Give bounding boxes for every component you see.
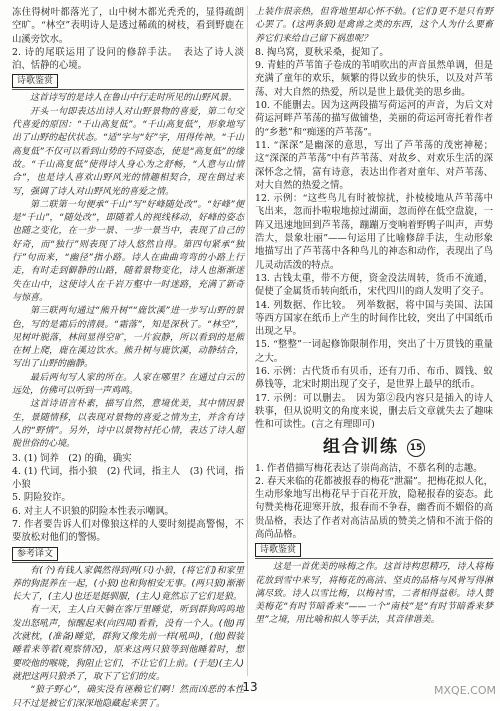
section-tag-row (12, 545, 244, 563)
commentary-paragraph: 最后两句写人家的所在。人家在哪里？在通过白云的远处，仿佛可以听到一声鸡鸣。 (12, 372, 244, 397)
section-number-badge: 15 (407, 439, 425, 457)
answer-paragraph: 3. (1) 饲养 (2) 的确，确实 (12, 452, 132, 464)
answer-paragraph: 9. 青蛙的芦苇笛子卷成的苇哨吹出的声音虽然单调，但是充满了童年的欢乐，频繁的得以致步的快乐，以及对芦苇荡、对大自然的热爱，所以是世上最优美的思乡曲。 (255, 60, 493, 98)
commentary-paragraph: 这首诗写的是诗人在鲁山中行走时所见的山野风景。 (30, 93, 238, 104)
answer-paragraph: 13. 古钱太重，带不方便，资金没法周转，货币不流通，促使了金属货币转向纸币，宋代四川的商人发明了交子。 (255, 272, 493, 298)
answer-paragraph: 17. 示例：可以删去。 因为第②段内容只是插入的诗人轶事，但从说明文的角度来说，删去后文章就失去了趣味性和可读性。(言之有理即可) (255, 392, 493, 431)
right-column (255, 6, 493, 628)
page-number: 13 (242, 680, 258, 694)
section-tag-row (255, 541, 493, 559)
answer-paragraph: 5. 阴险狡诈。 (12, 492, 71, 504)
commentary-paragraph: 有一天，主人白天躺在客厅里睡觉，听到群狗呜呜地发出怒吼声，惊醒起来(向四周)看看，没有一个人。(他)再次就枕，(准备)睡觉，群狗又像先前一样(吼叫)，(他)假装睡着来等着(观察情况)，原来这两只狼等到他睡着时，想要咬他的喉咙，狗阻止它们，不让它们上前。(于是)(主人)就把这两只狼杀了，取下了它们的皮。 (12, 605, 244, 682)
answer-paragraph: 2. 春天来临的花都被报春的梅花“泄漏”。把梅花拟人化，生动形象地写出梅花早于百花开放，隐秘报春的姿态。此句赞美梅花迎寒开放，报春而不争春，幽香而不媚俗的高贵品格，表达了作者对高洁品质的赞美之情和不流于俗的高尚品格。 (255, 475, 493, 540)
section-tag: 诗歌鉴赏 (255, 543, 301, 557)
section-tag: 诗歌鉴赏 (12, 74, 58, 88)
commentary-paragraph: 这是一首优美的咏梅之作。这首诗构思精巧，诗人将梅花放到雪中来写，将梅花的高洁、坚贞的品格与风骨写得淋漓尽致。诗人以雪比梅，以梅衬雪，二者相得益彰。诗人赞美梅花“有时节暗香来”——一个“南枝”是“有时节暗香来梦里”之境，用比喻和拟人等手法，其音律谐美。 (255, 562, 493, 626)
watermark: MXQE.COM (434, 683, 496, 697)
commentary-paragraph: 上装作很亲热，但背地里却心怀不轨。(它们)更不是只有野心罢了。(这两条狼)是禽兽之类的东西，这个人为什么要畜养它们来给自己留下祸患呢？ (255, 7, 493, 44)
answer-paragraph: 2. 诗的尾联运用了设问的修辞手法。 表达了诗人淡泊、恬静的心境。 (12, 46, 244, 72)
answer-paragraph: 12. 示例：“这些鸟儿有时被惊扰，扑棱棱地从芦苇荡中飞出来，忽而扑啦啦地掠过湖面，忽而停在低空盘旋，一阵又迅速地回到芦苇荡，蹦蹦万变响着野鸭子叫声，声势浩大，景象壮丽”——句运用了比喻修辞手法，生动形象地描写出了芦苇荡中各种鸟儿的神态和动作，表现出了鸟儿灵动活泼的特点。 (255, 193, 493, 271)
answer-paragraph: 冻住得树叶都落光了，山中树木都光秃秃的，显得疏朗空旷。“林空”表明诗人是透过稀疏的树枝，看到野鹿在山溪旁饮水。 (12, 7, 244, 45)
left-column (12, 6, 244, 711)
commentary-paragraph: 第三联两句通过“熊升树”“鹿饮溪”进一步写山野的景色，写的是霜后的清晨。“霜落”，知是深秋了。“林空”，见树叶脱落，林间显得空旷，一片寂静，所以看到的是熊在树上爬，鹿在溪边饮水。熊升树与鹿饮溪，动静结合，写出了山野的幽静。 (12, 306, 244, 370)
answer-paragraph: 15. “整整”一词起修饰限制作用，突出了十万贯钱的重量之大。 (255, 339, 493, 364)
answer-paragraph: 1. 作者借描写梅花表达了崇尚高洁，不慕名利的志趣。 (255, 462, 483, 474)
section-title: 组合训练 (323, 436, 400, 457)
commentary-paragraph: “狼子野心”，确实没有诬赖它们啊！然而凶恶的本性只不过是被它们深深地隐藏起来罢了。 (12, 685, 244, 709)
answer-paragraph: 4. (1) 代词，指小狼 (2) 代词，指主人 (3) 代词，指小狼 (12, 465, 244, 491)
commentary-paragraph: 开头一句即表达出诗人对山野景物的喜爱，第二句交代喜爱的原因：“千山高复低”。“千山高复低”，形象地写出了山野的起伏状态。“适”字与“好”字，用得传神。“千山高复低”不仅可以看到山势的不同姿态，使是“高复低”的缘故。“千山高复低”使得诗人身心为之舒畅，“人意与山情合”，也是诗人喜欢山野风光的情趣相契合，现在倒过来写，强调了诗人对山野风光的喜爱之情。 (12, 106, 244, 197)
answer-paragraph: 7. 作者要告诉人们对像狼这样的人要时刻提高警惕，不要放松对他们的警惕。 (12, 518, 244, 544)
section-tag: 参考译文 (12, 547, 58, 561)
right-column-bottom (255, 462, 493, 628)
commentary-paragraph: 第二联第一句便承“千山”写“好峰随处改”。“好峰”便是“千山”，“随处改”，即随着人的视线移动，好峰的姿态也随之变化，在一步一景、一步一景当中，表现了自己的好奇，而“独行”则表现了诗人悠然自得。第四句紧承“独行”句而来，“幽径”指小路。诗人在曲曲弯弯的小路上行走，有时走到僻静的山路，随着景物变化，诗人也渐渐迷失在山中，这使诗人在千岩万壑中一时迷路，充满了新奇与惊喜。 (12, 199, 244, 303)
answer-paragraph: 16. 示例：古代货币有贝币，还有刀币、布币、圆钱、蚁鼻钱等，北宋时期出现了交子，是世界上最早的纸币。 (255, 366, 493, 391)
right-column-top (255, 6, 493, 432)
commentary-paragraph: 这首诗语言朴素，描写自然，意境优美，其中情因景生，景随情移，以表现对景物的喜爱之情为主，并含有诗人的“野情”。另外，诗中以景物衬托心情，表达了诗人超脱世俗的心境。 (12, 399, 244, 450)
section-heading (255, 436, 493, 458)
commentary-paragraph: 有(个)有钱人家偶然得到两(只)小狼，(将它们)和家里养的狗混养在一起，(小狼)也和狗相安无事。(两只狼)渐渐长大了，(主人)也还是挺驯服，(主人)竟然忘了它们是狼。 (12, 565, 244, 603)
answer-paragraph: 10. 不能删去。因为这两段描写荷运河的声音，为后文对荷运河畔芦苇荡的描写做铺垫，美丽的荷运河寄托着作者的“乡愁”和“痴迷的芦苇荡”。 (255, 100, 493, 138)
section-tag-row (12, 72, 244, 90)
answer-paragraph: 6. 对主人不识狼的阴险本性表示嘲讽。 (12, 505, 174, 517)
column-divider (247, 6, 248, 676)
answer-paragraph: 11. “深深”是幽深的意思，写出了芦苇荡的茂密神秘；这“深深的芦苇荡”中有芦苇荡、对故乡、对欢乐生活的深深怀念之情，富有诗意，表达出作者对童年、对芦苇荡、对大自然的热爱之情。 (255, 139, 493, 191)
answer-paragraph: 8. 掏乌窝，夏秋采桑，捉知了。 (255, 46, 389, 58)
answer-paragraph: 14. 列数据、作比较。 列举数据，将中国与美国、法国等西方国家在纸币上产生的时间作比较，突出了中国纸币出现之早。 (255, 299, 493, 338)
